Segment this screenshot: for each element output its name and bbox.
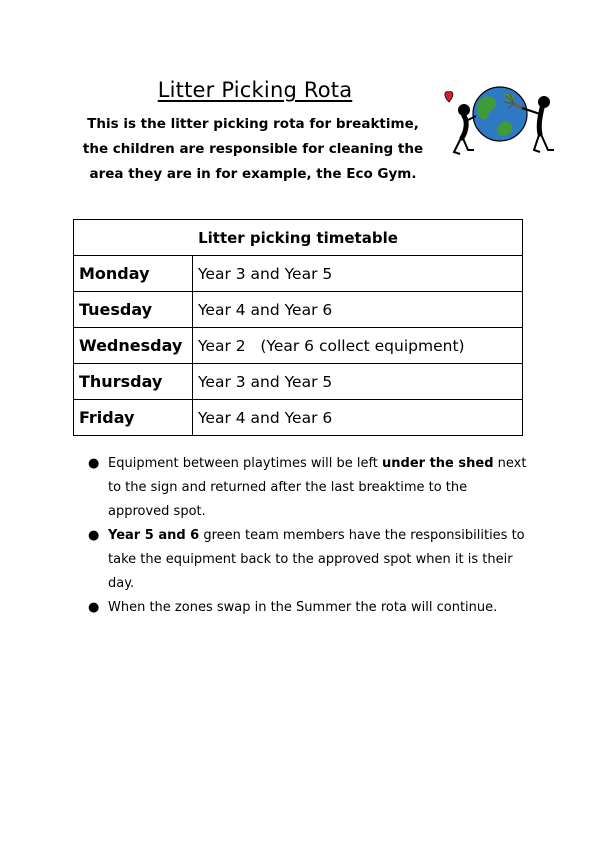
earth-clipart <box>440 80 560 162</box>
day-cell: Friday <box>74 400 193 436</box>
note-text: When the zones swap in the Summer the rota will continue. <box>108 600 498 615</box>
years-cell: Year 3 and Year 5 <box>193 364 523 400</box>
intro-paragraph: This is the litter picking rota for breaktime, the children are responsible for cleaning the area they are in for example, the Eco Gym. <box>82 116 424 182</box>
bullet-icon: ● <box>88 600 100 615</box>
years-cell: Year 4 and Year 6 <box>193 400 523 436</box>
note-emphasis: Year 5 and 6 <box>108 528 200 543</box>
litter-timetable <box>73 219 523 436</box>
years-cell: Year 2 (Year 6 collect equipment) <box>193 328 523 364</box>
table-row <box>74 328 523 364</box>
table-row <box>74 400 523 436</box>
page-title: Litter Picking Rota <box>157 78 353 102</box>
bullet-icon: ● <box>88 456 100 471</box>
note-text: green team members have the responsibilities to take the equipment back to the approved spot when it is their day. <box>108 528 525 591</box>
bullet-icon: ● <box>88 528 100 543</box>
list-item <box>88 452 528 524</box>
list-item <box>88 524 528 596</box>
table-row <box>74 256 523 292</box>
day-cell: Thursday <box>74 364 193 400</box>
years-cell: Year 3 and Year 5 <box>193 256 523 292</box>
earth-globe-icon <box>473 87 527 141</box>
table-header-row <box>74 220 523 256</box>
notes-list <box>88 452 528 620</box>
day-cell: Monday <box>74 256 193 292</box>
day-cell: Tuesday <box>74 292 193 328</box>
table-row <box>74 292 523 328</box>
note-text: next to the sign and returned after the last breaktime to the approved spot. <box>108 456 527 519</box>
table-row <box>74 364 523 400</box>
list-item <box>88 596 528 620</box>
note-text: Equipment between playtimes will be left <box>108 456 383 471</box>
heart-icon <box>445 91 453 102</box>
table-heading: Litter picking timetable <box>74 220 523 256</box>
day-cell: Wednesday <box>74 328 193 364</box>
years-cell: Year 4 and Year 6 <box>193 292 523 328</box>
note-emphasis: under the shed <box>382 456 494 471</box>
